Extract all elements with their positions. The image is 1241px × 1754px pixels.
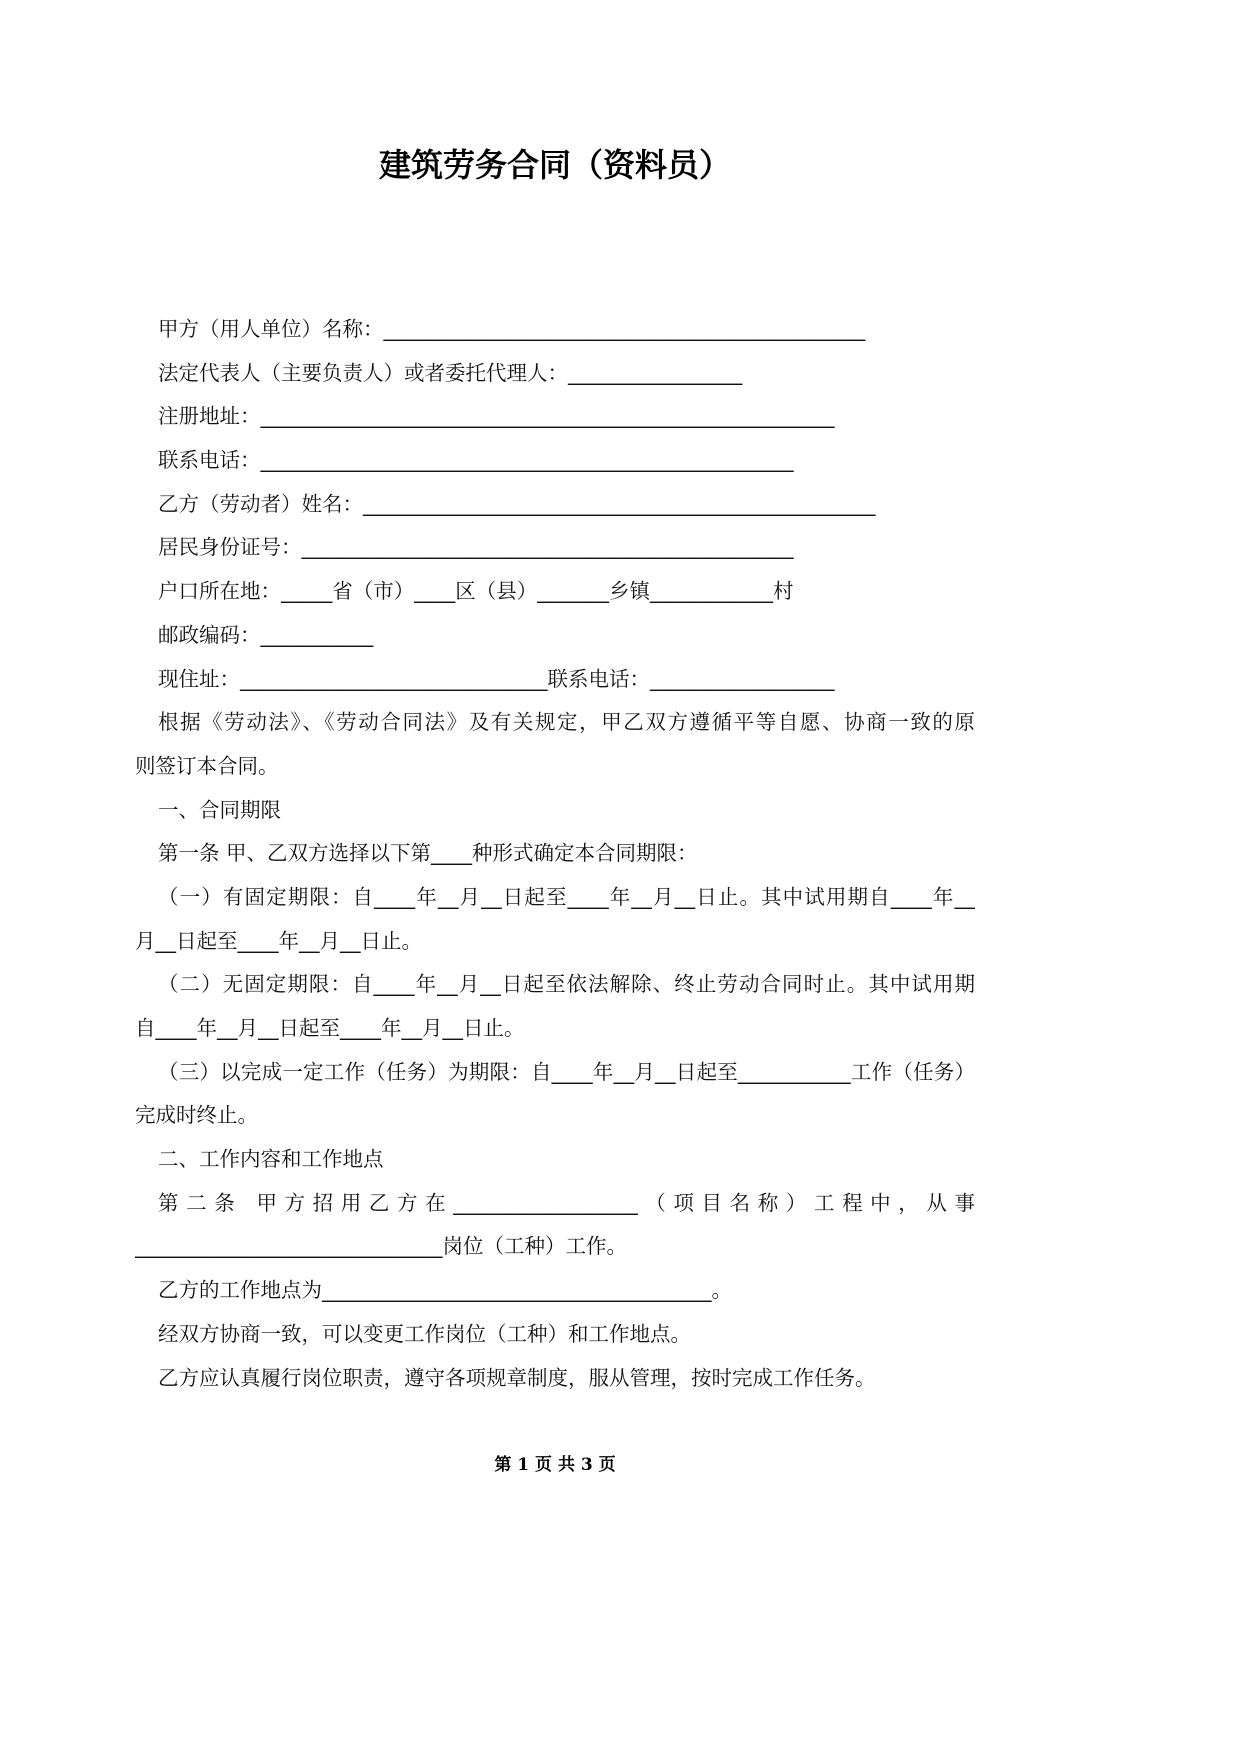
contract-body — [135, 308, 975, 1400]
id-number-field: 居民身份证号：________________________________________________ — [158, 535, 794, 560]
preamble-line: 根据《劳动法》、《劳动合同法》及有关规定，甲乙双方遵循平等自愿、协商一致的原 — [158, 710, 975, 735]
open-term-clause-line: 自____年__月__日起至____年__月__日止。 — [135, 1016, 525, 1040]
postal-code-field: 邮政编码：___________ — [158, 622, 374, 647]
article-2-line: ______________________________岗位（工种）工作。 — [135, 1234, 627, 1259]
household-registration-field: 户口所在地：_____省（市）____区（县）_______乡镇____________村 — [158, 579, 794, 604]
change-clause: 经双方协商一致，可以变更工作岗位（工种）和工作地点。 — [158, 1321, 691, 1346]
preamble-line: 则签订本合同。 — [135, 753, 279, 778]
task-term-clause-line: 完成时终止。 — [135, 1103, 258, 1128]
section-heading-term: 一、合同期限 — [158, 797, 281, 822]
page-number: 第 1 页 共 3 页 — [494, 1455, 616, 1475]
fixed-term-clause-line: （一）有固定期限：自____年__月__日起至____年__月__日止。其中试用期自____年__ — [158, 884, 975, 909]
open-term-clause-line: （二）无固定期限：自____年__月__日起至依法解除、终止劳动合同时止。其中试用期 — [158, 972, 975, 997]
legal-representative-field: 法定代表人（主要负责人）或者委托代理人：_________________ — [158, 360, 743, 385]
section-heading-work: 二、工作内容和工作地点 — [158, 1147, 384, 1172]
registered-address-field: 注册地址：________________________________________________________ — [158, 404, 835, 429]
current-address-field: 现住址：______________________________联系电话：__________________ — [158, 666, 835, 691]
article-1: 第一条 甲、乙双方选择以下第____种形式确定本合同期限： — [158, 841, 698, 866]
document-title: 建筑劳务合同（资料员） — [378, 146, 731, 184]
fixed-term-clause-line: 月__日起至____年__月__日止。 — [135, 928, 422, 953]
party-b-name-field: 乙方（劳动者）姓名：__________________________________________________ — [158, 491, 876, 516]
party-a-phone-field: 联系电话：____________________________________________________ — [158, 448, 794, 473]
party-a-name-field: 甲方（用人单位）名称：_______________________________________________ — [158, 317, 866, 341]
work-location-clause: 乙方的工作地点为______________________________________。 — [158, 1278, 732, 1303]
task-term-clause-line: （三）以完成一定工作（任务）为期限：自____年__月__日起至___________工作（任务） — [158, 1059, 975, 1084]
article-2-line: 第二条 甲方招用乙方在__________________（项目名称）工程中，从事 — [158, 1190, 975, 1215]
duties-clause: 乙方应认真履行岗位职责，遵守各项规章制度，服从管理，按时完成工作任务。 — [158, 1365, 876, 1390]
